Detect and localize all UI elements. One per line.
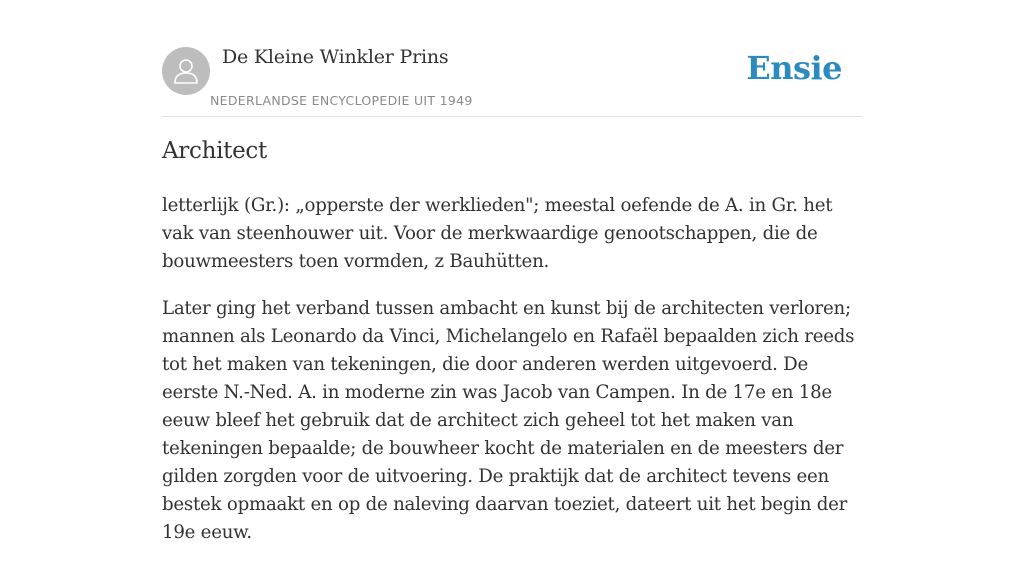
source-title[interactable]: De Kleine Winkler Prins bbox=[222, 46, 449, 68]
ensie-logo[interactable]: Ensie bbox=[746, 49, 842, 87]
source-avatar[interactable] bbox=[162, 47, 210, 95]
article-title: Architect bbox=[162, 138, 267, 164]
article-body bbox=[162, 192, 862, 566]
source-header bbox=[162, 44, 862, 117]
article-paragraph: letterlijk (Gr.): „opperste der werklieden"; meestal oefende de A. in Gr. het vak van steenhouwer uit. Voor de merkwaardige genootschappen, die de bouwmeesters toen vormden, z Bauhütten. bbox=[162, 195, 833, 272]
source-subtitle: NEDERLANDSE ENCYCLOPEDIE UIT 1949 bbox=[210, 93, 473, 108]
user-icon bbox=[170, 55, 202, 87]
article-paragraph: Later ging het verband tussen ambacht en kunst bij de architecten verloren; mannen als Leonardo da Vinci, Michelangelo en Rafaël bepaalden zich reeds tot het maken van tekeningen, die door anderen werden uitgevoerd. De eerste N.-Ned. A. in moderne zin was Jacob van Campen. In de 17e en 18e eeuw bleef het gebruik dat de architect zich geheel tot het maken van tekeningen bepaalde; de bouwheer kocht de materialen en de meesters der gilden zorgden voor de uitvoering. De praktijk dat de architect tevens een bestek opmaakt en op de naleving daarvan toeziet, dateert uit het begin der 19e eeuw. bbox=[162, 298, 855, 543]
